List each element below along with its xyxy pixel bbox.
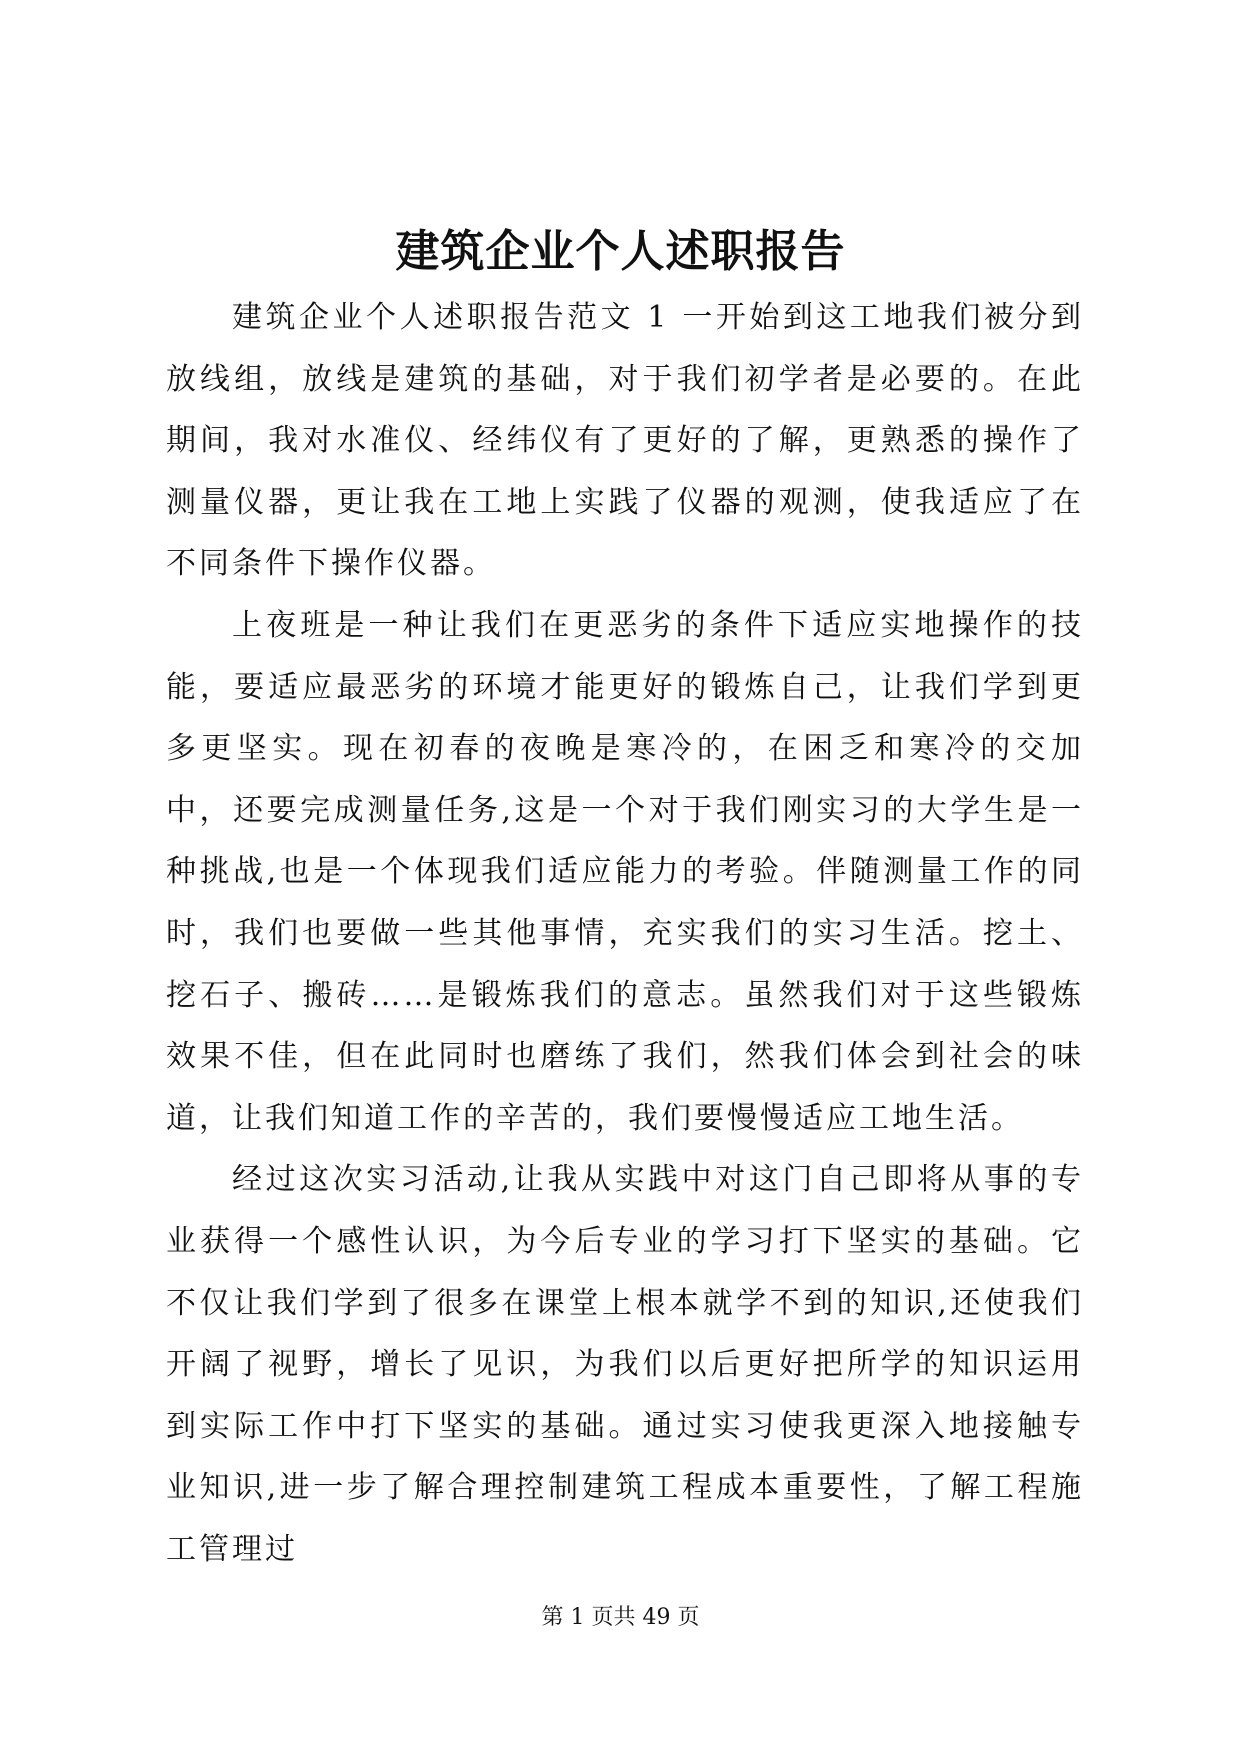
paragraph: 经过这次实习活动,让我从实践中对这门自己即将从事的专业获得一个感性认识，为今后专业的学习打下坚实的基础。它不仅让我们学到了很多在课堂上根本就学不到的知识,还使我们开阔了视野，增长了见识，为我们以后更好把所学的知识运用到实际工作中打下坚实的基础。通过实习使我更深入地接触专业知识,进一步了解合理控制建筑工程成本重要性，了解工程施工管理过 xyxy=(166,1162,1084,1567)
paragraph: 建筑企业个人述职报告范文 1 一开始到这工地我们被分到放线组，放线是建筑的基础，对于我们初学者是必要的。在此期间，我对水准仪、经纬仪有了更好的了解，更熟悉的操作了测量仪器，更让我在工地上实践了仪器的观测，使我适应了在不同条件下操作仪器。 xyxy=(166,300,1084,582)
page-footer xyxy=(0,1603,1241,1633)
document-body xyxy=(166,287,1084,1580)
paragraph: 上夜班是一种让我们在更恶劣的条件下适应实地操作的技能，要适应最恶劣的环境才能更好的锻炼自己，让我们学到更多更坚实。现在初春的夜晚是寒冷的，在困乏和寒冷的交加中，还要完成测量任务,这是一个对于我们刚实习的大学生是一种挑战,也是一个体现我们适应能力的考验。伴随测量工作的同时，我们也要做一些其他事情，充实我们的实习生活。挖土、挖石子、搬砖……是锻炼我们的意志。虽然我们对于这些锻炼效果不佳，但在此同时也磨练了我们，然我们体会到社会的味道，让我们知道工作的辛苦的，我们要慢慢适应工地生活。 xyxy=(166,607,1084,1136)
page-number: 第 1 页 xyxy=(541,1605,614,1630)
document-title: 建筑企业个人述职报告 xyxy=(395,226,846,277)
page-total: 共 49 页 xyxy=(613,1605,700,1630)
